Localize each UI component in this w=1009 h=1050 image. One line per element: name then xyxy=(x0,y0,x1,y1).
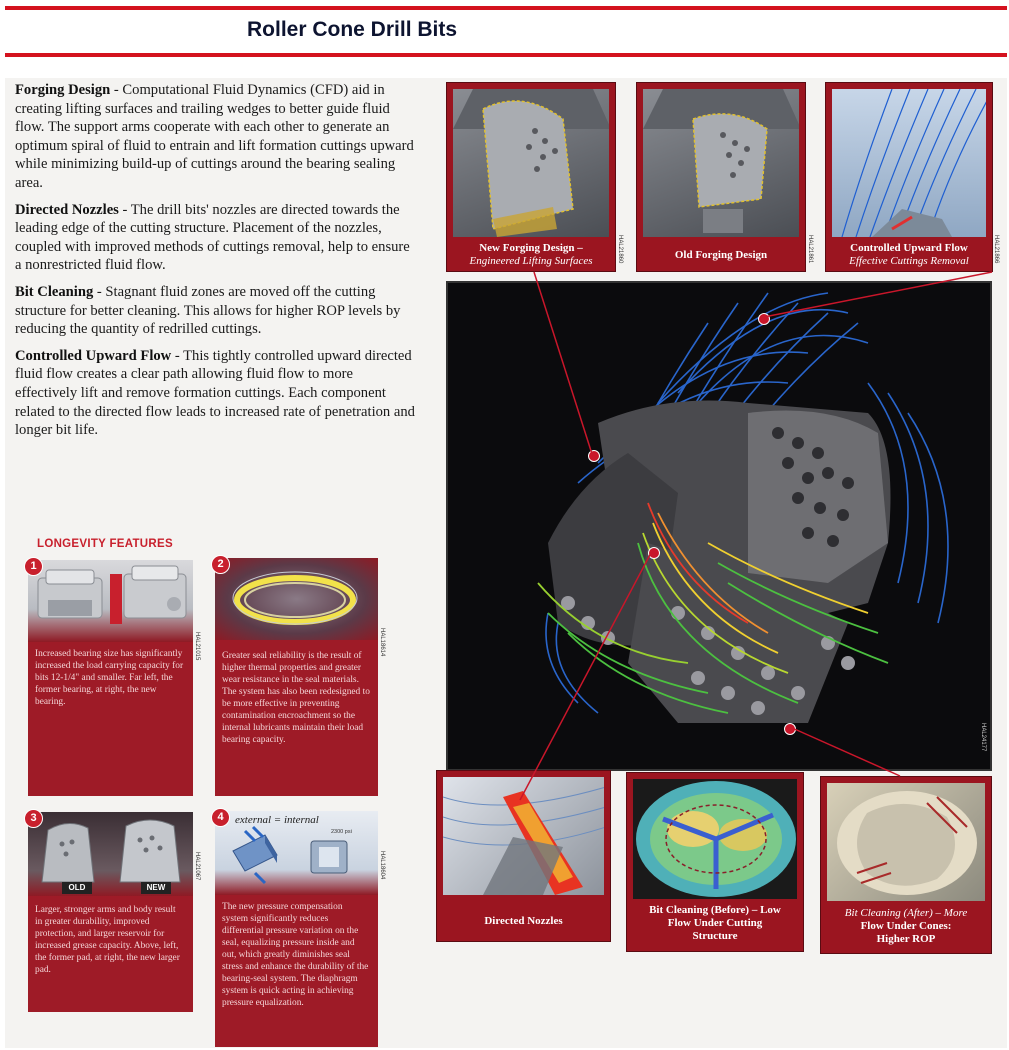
caption-old-forging: Old Forging Design xyxy=(674,249,768,261)
feature-number-1: 1 xyxy=(24,557,43,576)
heading-bit-cleaning: Bit Cleaning xyxy=(15,283,94,300)
feature-code: HAL21067 xyxy=(194,852,200,881)
callout-dot-cleaning xyxy=(784,723,796,735)
feature-code: HAL21015 xyxy=(194,632,200,661)
directed-nozzles-image xyxy=(443,777,604,895)
para-controlled-upward-flow: Controlled Upward Flow - This tightly controlled upward directed fluid flow creates a clear path allowing fluid flow to more effectively lift and remove formation cuttings. Each component related to the directed flow leads to increased rate of penetration and longer bit life. xyxy=(15,347,415,439)
panel-old-forging-design xyxy=(636,82,813,272)
longevity-features-title: LONGEVITY FEATURES xyxy=(37,538,173,550)
psi-label: 2300 psi xyxy=(331,829,352,835)
main-cfd-image xyxy=(446,281,992,771)
feature-code: HAL18604 xyxy=(379,851,385,880)
cleaning-before-image xyxy=(633,779,797,899)
heading-controlled-upward-flow: Controlled Upward Flow xyxy=(15,347,172,364)
caption-new-forging: New Forging Design – Engineered Lifting Surfaces xyxy=(469,242,593,267)
feature-card-seal xyxy=(215,558,385,796)
bottom-rule xyxy=(5,53,1007,57)
caption-upward-flow: Controlled Upward Flow Effective Cuttings Removal xyxy=(849,242,969,267)
seal-ring-image xyxy=(215,558,378,640)
feature-card-pad xyxy=(28,812,200,1012)
caption-cleaning-before: Bit Cleaning (Before) – Low Flow Under Cutting Structure xyxy=(649,904,781,942)
panel-bit-cleaning-before xyxy=(626,772,804,952)
feature-code: HAL18614 xyxy=(379,628,385,657)
panel-code: HAL24177 xyxy=(980,723,986,752)
panel-directed-nozzles xyxy=(436,770,611,942)
feature-text-pad: Larger, stronger arms and body result in greater durability, improved protection, and larger reservoir for increased grease capacity. Above, left, the former pad, at right, the new larger pad. xyxy=(35,905,180,975)
callout-dot-forging xyxy=(588,450,600,462)
feature-number-3: 3 xyxy=(24,809,43,828)
callout-dot-upward-flow xyxy=(758,313,770,325)
callout-dot-nozzle xyxy=(648,547,660,559)
feature-text-bearing: Increased bearing size has significantly increased the load carrying capacity for bits 12-1/4" and smaller. Far left, the former bearing, at right, the new bearing. xyxy=(35,649,184,707)
panel-new-forging-design xyxy=(446,82,623,272)
panel-code: HAL21860 xyxy=(617,235,623,264)
bearing-image xyxy=(28,560,193,642)
feature-card-bearing xyxy=(28,560,200,796)
top-rule xyxy=(5,6,1007,10)
external-internal-banner: external = internal xyxy=(235,814,319,826)
new-forging-image xyxy=(453,89,609,237)
para-bit-cleaning: Bit Cleaning - Stagnant fluid zones are moved off the cutting structure for better cleaning. This allows for higher ROP levels by reducing the quantity of redrilled cuttings. xyxy=(15,283,401,338)
feature-card-pressure xyxy=(215,811,385,1047)
panel-controlled-upward-flow xyxy=(825,82,999,272)
cleaning-after-image xyxy=(827,783,985,901)
new-label: NEW xyxy=(141,882,171,894)
old-label: OLD xyxy=(62,882,92,894)
para-directed-nozzles: Directed Nozzles - The drill bits' nozzles are directed towards the leading edge of the cutting structure. Placement of the nozzles, coupled with improved methods of cuttings removal, help to ensure a nonrestricted fluid flow. xyxy=(15,201,410,274)
feature-number-4: 4 xyxy=(211,808,230,827)
upward-flow-image xyxy=(832,89,986,237)
heading-forging-design: Forging Design xyxy=(15,82,111,98)
panel-code: HAL21866 xyxy=(993,235,999,264)
pad-image xyxy=(28,812,193,896)
para-forging-design: Forging Design - Computational Fluid Dynamics (CFD) aid in creating lifting surfaces and trailing wedges to better guide fluid flow. The support arms cooperate with each other to generate an optimum spiral of fluid to entrain and lift formation cuttings upward while minimizing build-up of cuttings around the bearing sealing area. xyxy=(15,82,414,191)
caption-cleaning-after: Bit Cleaning (After) – More Flow Under Cones: Higher ROP xyxy=(844,907,968,945)
panel-bit-cleaning-after xyxy=(820,776,992,954)
feature-number-2: 2 xyxy=(211,555,230,574)
pressure-image xyxy=(215,811,378,895)
feature-text-pressure: The new pressure compensation system significantly reduces differential pressure variation on the seal, equalizing pressure inside and out, which greatly diminishes seal stress and enhance the durability of the bearing-seal system. The diaphragm system is quick acting in achieving pressure equalization. xyxy=(222,902,369,1008)
page-title: Roller Cone Drill Bits xyxy=(247,18,458,41)
panel-code: HAL21861 xyxy=(807,235,813,264)
feature-text-seal: Greater seal reliability is the result of higher thermal properties and greater wear resistance in the seal materials. The system has also been redesigned to be more effective in preventing contamination encroachment so the internal lubricants maintain their load bearing capacity. xyxy=(222,651,370,745)
intro-text xyxy=(15,81,415,448)
caption-directed-nozzles: Directed Nozzles xyxy=(484,915,563,927)
heading-directed-nozzles: Directed Nozzles xyxy=(15,201,119,218)
old-forging-image xyxy=(643,89,799,237)
